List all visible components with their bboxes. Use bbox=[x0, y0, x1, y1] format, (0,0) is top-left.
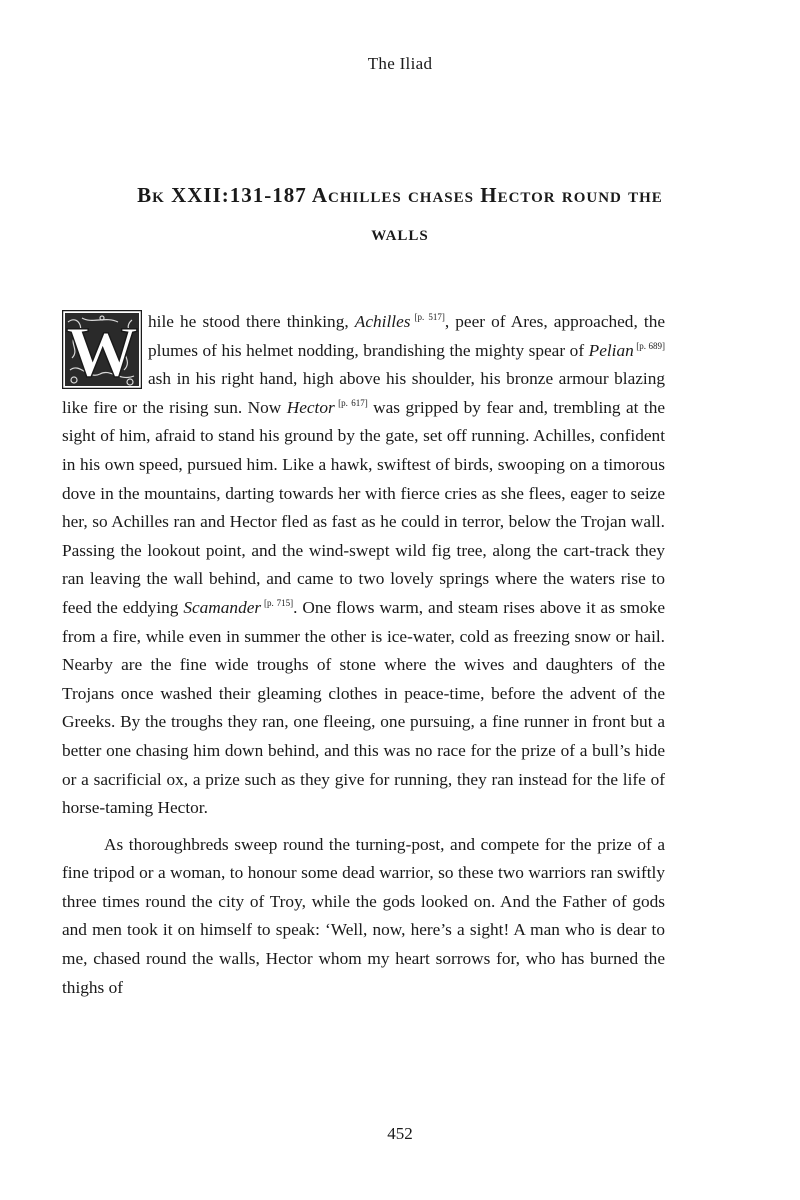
name-hector: Hector bbox=[286, 397, 335, 417]
dropcap-letter: W bbox=[66, 312, 138, 389]
paragraph-1-text-d: was gripped by fear and, trembling at the sight of him, afraid to stand his ground by the gate, set off running. Achilles, confident in his own speed, pursued him. Like a hawk, swiftest of birds, swooping on a timorous dove in the mountains, darting towards her with fierce cries as she flees, eager to seize her, so Achilles ran and Hector fled as fast as he could in terror, below the Trojan wall. Passing the lookout point, and the wind-swept wild fig tree, along the cart-track they ran leaving the wall behind, and came to two lovely springs where the waters rise to feed the eddying bbox=[62, 397, 666, 617]
page-number: 452 bbox=[387, 1124, 413, 1143]
name-pelian: Pelian bbox=[588, 340, 634, 360]
paragraph-1-text-e: . One flows warm, and steam rises above it as smoke from a fire, while even in summer the other is ice-water, cold as freezing snow or hail. Nearby are the fine wide troughs of stone where the wives and daughters of the Trojans once washed their gleaming clothes in peace-time, before the advent of the Greeks. By the troughs they ran, one fleeing, one pursuing, a fine runner in front but a better one chasing him down behind, and this was no race for the prize of a bull’s hide or a sacrificial ox, a prize such as they give for running, they ran instead for the life of horse-taming Hector. bbox=[62, 597, 666, 818]
chapter-title: Bk XXII:131-187 Achilles chases Hector round the walls bbox=[137, 183, 663, 245]
paragraph-1-text-b: , peer of Ares, approached, the plumes of his helmet nodding, brandishing the mighty spear of bbox=[148, 312, 666, 360]
running-title: The Iliad bbox=[367, 54, 433, 73]
paragraph-1 bbox=[62, 308, 665, 823]
paragraph-2: As thoroughbreds sweep round the turning-post, and compete for the prize of a fine tripod or a woman, to honour some dead warrior, so these two warriors ran swiftly three times round the city of Troy, while the gods looked on. And the Father of gods and men took it on himself to speak: ‘Well, now, here’s a sight! A man who is dear to me, chased round the walls, Hector whom my heart sorrows for, who has burned the thighs of bbox=[62, 834, 665, 997]
page-ref-scamander[interactable]: [p. 715] bbox=[261, 598, 294, 609]
page-ref-achilles[interactable]: [p. 517] bbox=[410, 312, 445, 323]
paragraph-1-text-c: ash in his right hand, high above his shoulder, his bronze armour blazing like fire or the rising sun. Now bbox=[62, 369, 665, 417]
page-ref-hector[interactable]: [p. 617] bbox=[334, 398, 368, 409]
page-ref-pelian[interactable]: [p. 689] bbox=[633, 340, 665, 351]
name-scamander: Scamander bbox=[183, 597, 262, 617]
paragraph-1-text-a: hile he stood there thinking, bbox=[148, 312, 355, 331]
ornamental-dropcap bbox=[62, 310, 142, 389]
name-achilles: Achilles bbox=[354, 312, 411, 331]
body-text bbox=[62, 308, 665, 1002]
